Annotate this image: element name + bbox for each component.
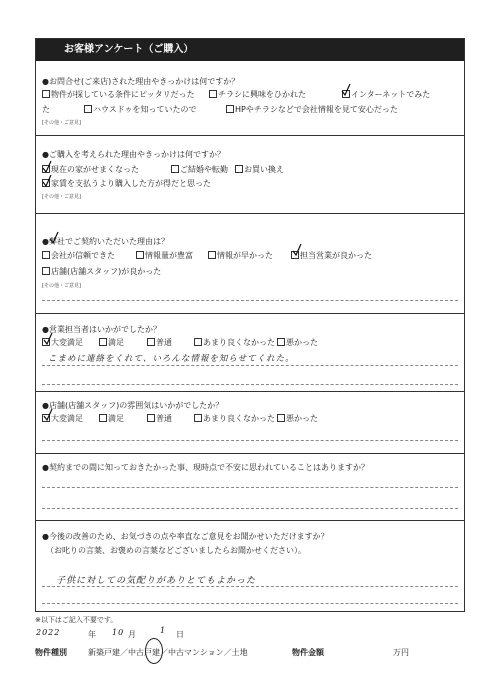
checkbox[interactable]	[235, 165, 243, 173]
question-4-text: ●営業担当者はいかがでしたか？	[42, 325, 161, 334]
q1-option-2[interactable]: チラシに興味をひかれた	[209, 89, 306, 100]
question-5-text: ●店舗(店舗スタッフ)の雰囲気はいかがでしたか？	[42, 401, 224, 410]
checkbox[interactable]	[136, 251, 144, 259]
month-value: 10	[112, 628, 125, 637]
checkbox[interactable]	[226, 105, 234, 113]
day-value: 1	[160, 626, 167, 635]
answer-line	[42, 384, 458, 385]
checkbox[interactable]	[209, 90, 217, 98]
q3-option-4[interactable]: 担当営業が良かった	[291, 250, 372, 261]
check-mark-icon	[292, 243, 299, 253]
checkbox[interactable]	[99, 414, 107, 422]
checkbox[interactable]	[277, 338, 285, 346]
answer-line	[42, 487, 458, 488]
year-value: 2022	[36, 628, 61, 637]
q1-option-3-continued: た	[42, 105, 50, 114]
question-4	[36, 314, 464, 392]
q4-option-1[interactable]: 大変満足	[42, 337, 83, 348]
q1-option-5[interactable]: HPやチラシなどで会社情報を見て安心だった	[226, 104, 398, 115]
day-label: 日	[176, 630, 184, 639]
answer-line	[42, 508, 458, 509]
checkbox[interactable]	[42, 251, 50, 259]
q1-option-3[interactable]: インターネットでみた	[342, 89, 430, 100]
checkbox[interactable]	[147, 338, 155, 346]
question-6-text: ●契約までの間に知っておきたかった事、現時点で不安に思われていることはありますか？	[42, 463, 369, 472]
q3-option-5[interactable]: 店舗(店舗スタッフ)が良かった	[42, 266, 161, 277]
question-7	[36, 521, 464, 613]
checkbox[interactable]	[194, 338, 202, 346]
year-label: 年	[88, 630, 96, 639]
form-title: お客様アンケート（ご購入）	[36, 39, 464, 61]
q3-option-3[interactable]: 情報が早かった	[208, 250, 273, 261]
question-2	[36, 136, 464, 214]
q7-handwritten-answer: 子供に対しての気配りがありとてもよかった	[56, 576, 257, 586]
survey-form	[35, 38, 465, 612]
q5-option-2[interactable]: 満足	[99, 413, 124, 424]
q4-option-2[interactable]: 満足	[99, 337, 124, 348]
answer-line	[42, 365, 458, 366]
answer-line	[42, 440, 458, 441]
question-1	[36, 61, 464, 136]
check-mark-icon	[42, 174, 49, 184]
q3-option-1[interactable]: 会社が信頼できた	[42, 250, 115, 261]
q4-option-3[interactable]: 普通	[147, 337, 172, 348]
q2-option-1[interactable]: 現在の家がせまくなった	[42, 164, 139, 175]
price-label: 物件金額	[292, 648, 324, 657]
checkbox[interactable]	[42, 267, 50, 275]
checkbox[interactable]	[42, 90, 50, 98]
q1-option-1[interactable]: 物件が探している条件にピッタリだった	[42, 89, 195, 100]
check-mark-icon	[43, 332, 50, 342]
check-mark-icon	[341, 83, 348, 93]
q4-option-5[interactable]: 悪かった	[277, 337, 318, 348]
checkbox[interactable]	[208, 251, 216, 259]
checkbox[interactable]	[194, 414, 202, 422]
q3-option-2[interactable]: 情報量が豊富	[136, 250, 193, 261]
q2-option-3[interactable]: お買い換え	[235, 164, 284, 175]
checkbox[interactable]	[147, 414, 155, 422]
question-2-text: ●ご購入を考えられた理由やきっかけは何ですか？	[42, 150, 225, 159]
question-6	[36, 454, 464, 521]
answer-line	[42, 603, 458, 604]
q4-handwritten-answer: こまめに連絡をくれて、いろんな情報を知らせてくれた。	[48, 354, 295, 364]
q1-other-label: [その他・ご意見]	[42, 120, 81, 126]
checkbox[interactable]	[277, 414, 285, 422]
check-mark-icon	[43, 408, 50, 418]
question-5	[36, 392, 464, 454]
checkbox[interactable]	[99, 338, 107, 346]
q3-other-label: [その他・ご意見]	[42, 283, 81, 289]
question-1-text: ●お問合せ(ご来店)された理由やきっかけは何ですか？	[42, 77, 240, 86]
property-type-label: 物件種別	[35, 648, 67, 657]
month-label: 月	[128, 630, 136, 639]
q4-option-4[interactable]: あまり良くなかった	[194, 337, 275, 348]
checkbox[interactable]	[84, 105, 92, 113]
q2-option-2[interactable]: ご結婚や転勤	[171, 164, 228, 175]
footer-note: ※以下はご記入不要です。	[35, 616, 118, 624]
answer-line	[42, 586, 458, 587]
q5-option-3[interactable]: 普通	[147, 413, 172, 424]
answer-line	[42, 300, 458, 301]
q2-other-label: [その他・ご意見]	[42, 194, 81, 200]
selection-circle	[145, 638, 163, 664]
q5-option-1[interactable]: 大変満足	[42, 413, 83, 424]
checkbox[interactable]	[171, 165, 179, 173]
check-mark-icon	[42, 160, 49, 170]
q1-option-4[interactable]: ハウスドゥを知っていたので	[84, 104, 197, 115]
question-7-text-2: （お叱りの言葉、お褒めの言葉などございましたらお聞かせください）。	[46, 546, 306, 555]
property-types: 新築戸建／中古戸建／中古マンション／土地	[88, 648, 248, 657]
check-mark-icon	[49, 231, 56, 241]
q5-option-5[interactable]: 悪かった	[277, 413, 318, 424]
question-3	[36, 214, 464, 314]
q2-option-4[interactable]: 家賃を支払うより購入した方が得だと思った	[42, 178, 211, 189]
question-7-text: ●今後の改善のため、お気づきの点や率直なご意見をお聞かせいただけますか？	[42, 532, 329, 541]
q5-option-4[interactable]: あまり良くなかった	[194, 413, 275, 424]
price-unit: 万円	[393, 648, 409, 657]
question-3-text: ●弊社でご契約いただいた理由は？	[42, 237, 169, 246]
